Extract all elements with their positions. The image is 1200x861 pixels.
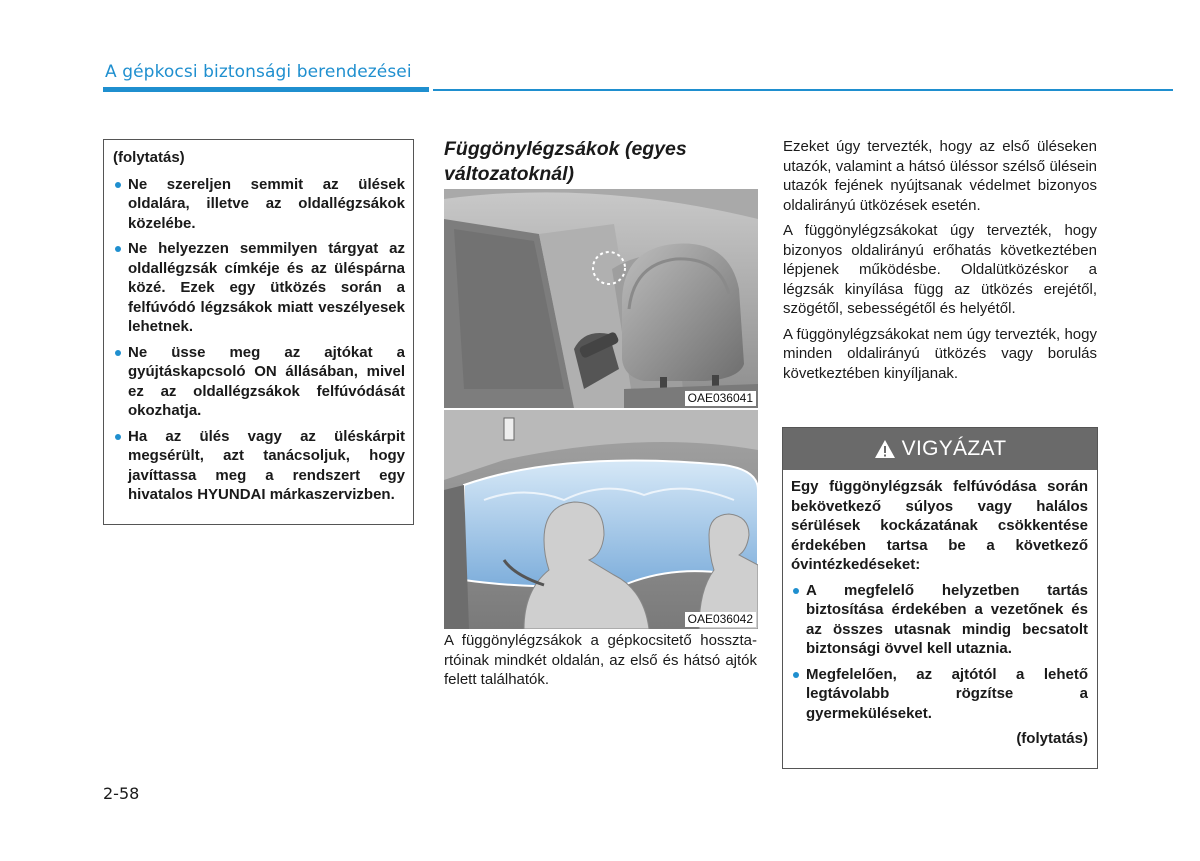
section-heading: Függönylégzsákok (egyes változatoknál): [444, 138, 687, 185]
list-item-text: Ha az ülés vagy az üléskárpit megsérült, azt tanácsoljuk, hogy javíttassa meg a rendszert egy hivatalos HYUNDAI márkaszervizben.: [128, 427, 405, 503]
curtain-airbag-location-figure: [444, 189, 758, 408]
paragraph: A függönylégzsákokat úgy tervezték, hogy bizonyos oldalirányú erőhatás következtében lépjenek működésbe. Oldalütközéskor a légzsák kinyílása függ az ütközés erejétől, szögétől, sebességétől és helyétől.: [783, 222, 1097, 317]
warning-triangle-icon: [874, 439, 896, 459]
bullet-icon: [115, 182, 121, 188]
paragraph: Ezeket úgy tervezték, hogy az első üléseken utazók, valamint a hátsó üléssor szélső ülésein utazók fejének nyújtsanak védelmet bizonyos oldalirányú ütközések esetén.: [783, 138, 1097, 214]
list-item-text: A megfelelő helyzetben tartás biztosítása érdekében a vezetőnek és az összes utasnak mindig becsatolt biztonsági övvel kell utaznia.: [806, 581, 1088, 657]
warning-header: [783, 428, 1097, 470]
list-item-text: Megfelelően, az ajtótól a lehető legtávolabb rögzítse a gyermeküléseket.: [806, 665, 1088, 722]
list-item-text: Ne szereljen semmit az ülések oldalára, illetve az oldallégzsákok közelébe.: [128, 175, 405, 232]
bullet-icon: [115, 434, 121, 440]
curtain-airbag-description: [783, 137, 1097, 389]
bullet-icon: [793, 672, 799, 678]
list-item: [791, 665, 1088, 724]
warning-intro: Egy függönylégzsák felfúvódása során bekövetkező súlyos vagy halálos sérülések kockázatának csökkentése érdekében tartsa be a következő óvintézkedéseket:: [791, 478, 1088, 573]
warning-list: [791, 581, 1088, 724]
caution-continued-box: [103, 139, 414, 525]
warning-box: [782, 427, 1098, 769]
section-title: A gépkocsi biztonsági berendezései: [105, 62, 412, 82]
continued-label: (folytatás): [1016, 730, 1088, 747]
paragraph: A függönylégzsákokat nem úgy tervezték, hogy minden oldalirányú ütközés vagy borulás következtében kinyíljanak.: [783, 325, 1097, 382]
list-item: [113, 175, 405, 234]
bullet-icon: [115, 350, 121, 356]
header-rule-thick: [103, 87, 429, 92]
list-item: [113, 239, 405, 337]
list-item-text: Ne üsse meg az ajtókat a gyújtáskapcsoló ON állásában, mivel ez az oldallégzsákok felfúvódását okozhatja.: [128, 343, 405, 419]
bullet-icon: [793, 588, 799, 594]
list-item-text: Ne helyezzen semmilyen tárgyat az oldallégzsák címkéje és az üléspárna közé. Ezek egy ütközés során a felfúvódó légzsákok miatt veszélyesek lehetnek.: [128, 240, 405, 335]
deployed-airbag-illustration: [444, 410, 758, 629]
warning-body: [783, 470, 1097, 749]
curtain-airbag-deployed-figure: [444, 410, 758, 629]
figure-code: OAE036041: [685, 391, 756, 406]
continued-label: (folytatás): [113, 149, 185, 166]
page-number: 2-58: [103, 784, 140, 803]
list-item: [791, 581, 1088, 659]
header-rule-thin: [433, 89, 1173, 91]
figure-code: OAE036042: [685, 612, 756, 627]
list-item: [113, 343, 405, 421]
warning-title: VIGYÁZAT: [901, 437, 1007, 460]
car-interior-pillar-illustration: [444, 189, 758, 408]
caution-list: [113, 175, 405, 505]
airbag-location-paragraph: A függönylégzsákok a gépkocsitető hossztartóinak mindkét oldalán, az első és hátsó ajtók felett találhatók.: [444, 632, 757, 688]
bullet-icon: [115, 246, 121, 252]
list-item: [113, 427, 405, 505]
